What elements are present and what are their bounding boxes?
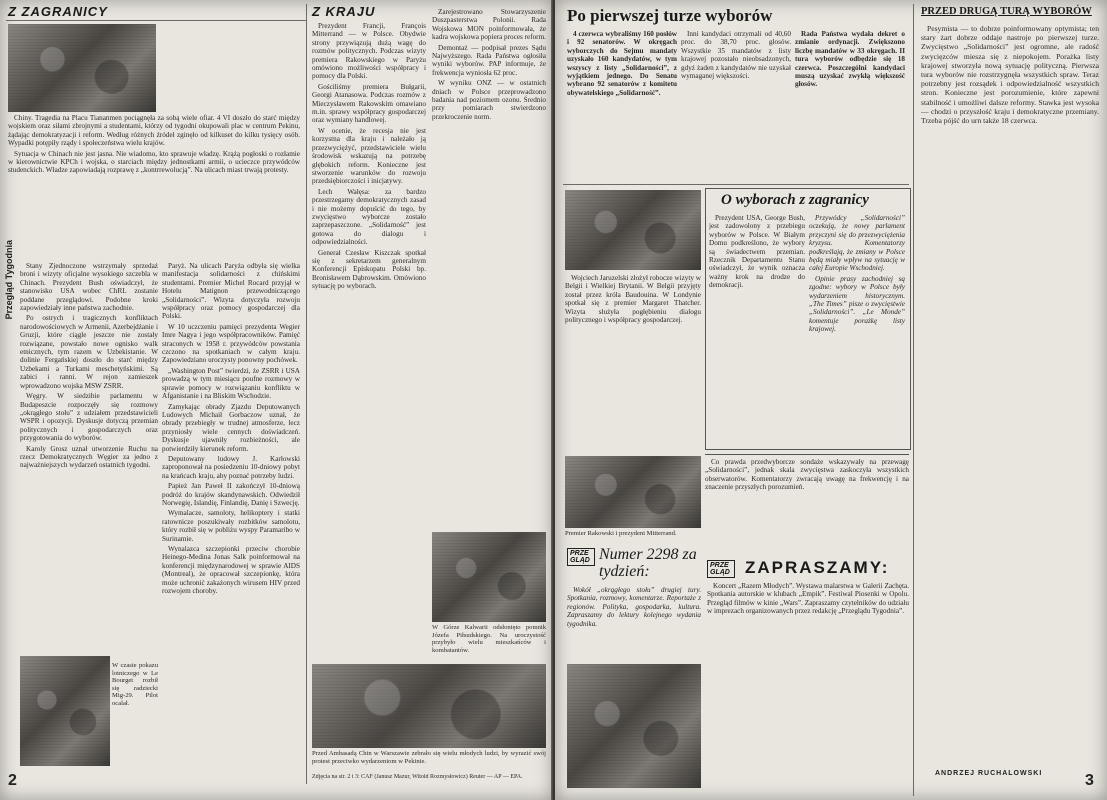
photo-caption: Przed Ambasadą Chin w Warszawie zebrało się wielu młodych ludzi, by wyrazić swój protest przeciwko wydarzeniom w Pekinie.: [312, 750, 546, 765]
side-masthead: Przegląd Tygodnia: [4, 240, 14, 320]
col4: [432, 8, 546, 528]
section-title-zagranicy: Z ZAGRANICY: [8, 4, 108, 19]
page-number-left: 2: [8, 772, 17, 789]
lead-col2: [681, 30, 791, 200]
right-page: [555, 0, 1107, 800]
section-title-kraju: Z KRAJU: [312, 4, 376, 19]
photo-caption: Premier Rakowski i prezydent Mitterrand.: [565, 530, 677, 537]
przeglad-logo: PRZE GLĄD: [567, 548, 595, 566]
article-text: Węgry. W siedzibie parlamentu w Budapeszcie rozpoczęły się rozmowy „okrągłego stołu” z udziałem przedstawicieli WSPR i opozycji. Dyskusje dotyczą przemian politycznych i gospodarczych oraz przygotowania do wyborów.: [20, 392, 158, 443]
wybory-col: [565, 274, 701, 452]
article-text: Prezydent Francji, François Mitterrand — w Polsce. Obydwie strony przywiązują dużą wagę do rozmów politycznych. Podczas wizyty premiera Rakowskiego w Paryżu omówiono możliwości współpracy i pomocy dla Polski.: [312, 22, 426, 81]
article-text: Prezydent USA, George Bush, jest zadowolony z przebiegu wyborów w Polsce. W Białym Domu podkreślono, że wybory są świadectwem przemian. Rzecznik Departamentu Stanu oświadczył, że wynik oznacza ważny krok na drodze do demokracji.: [709, 214, 805, 290]
opinion-head: PRZED DRUGĄ TURĄ WYBORÓW: [921, 6, 1092, 17]
photo-mig: [20, 656, 110, 766]
photo-premier: [565, 190, 701, 270]
photo-credits: Zdjęcia na str. 2 i 3: CAF (Janusz Mazur, Witold Rozmysłowicz) Reuter — AP — EPA.: [312, 774, 523, 780]
photo-caption: W Górze Kalwarii odsłonięto pomnik Józefa Piłsudskiego. Na uroczystość przybyło wielu mieszkańców i kombatantów.: [432, 624, 546, 654]
article-text: Inni kandydaci otrzymali od 40,60 proc. do 38,70 proc. głosów. Wszystkie 35 mandatów z listy krajowej pozostało nieobsadzonych, gdyż żaden z kandydatów nie uzyskał wymaganej większości.: [681, 30, 791, 81]
article-text: Rada Państwa wydała dekret o zmianie ordynacji. Zwiększono liczbę mandatów w 33 okręgach. II tura wyborów odbędzie się 18 czerwca. Poszczególni kandydaci muszą uzyskać zwykłą większość głosów.: [795, 30, 905, 89]
article-text: Wokół „okrągłego stołu” drugiej tury. Spotkania, rozmowy, komentarze. Reportaże z regionów. Polityka, gospodarka, kultura. Zapraszamy do lektury kolejnego wydania tygodnika.: [567, 586, 701, 628]
article-text: Przywódcy „Solidarności” oczekują, że nowy parlament przyczyni się do przezwyciężenia kryzysu. Komentatorzy podkreślają, że zmiany w Polsce będą miały wpływ na sytuację w całej Europie Wschodniej.: [809, 214, 905, 273]
article-text: Po ostrych i tragicznych konfliktach narodowościowych w Armenii, Azerbejdżanie i Gruzji, które ciągle jeszcze nie zostały rozwiązane, powstało nowe ognisko walk etnicznych, tym razem w Uzbekistanie. W dolinie Fergańskiej doszło do starć między Uzbekami a Turkami meschetyńskimi. Są zabici i ranni. W rejon zamieszek wprowadzono wojska MSW ZSRR.: [20, 314, 158, 390]
opinion-author: ANDRZEJ RUCHALOWSKI: [935, 770, 1043, 777]
zapraszamy-text: [707, 582, 909, 788]
lead-col3: [795, 30, 905, 200]
headline: Po pierwszej turze wyborów: [567, 6, 773, 25]
box-col2: [809, 214, 905, 444]
divider: [913, 4, 914, 796]
article-text: Wymalacze, samoloty, helikoptery i statki ratownicze poszukiwały rozbitków samolotu, który rozbił się w pobliżu wyspy Paramaribo w Surinamie.: [162, 509, 300, 543]
article-text: W ocenie, że recesja nie jest korzystna dla kraju i należało ją przezwyciężyć, przedstawiciele wielu środowisk wskazują na potrzebę głębokich reform. Konieczne jest stworzenie warunków do rozwoju przedsiębiorczości i inicjatywy.: [312, 126, 426, 186]
przeglad-logo: PRZE GLĄD: [707, 560, 735, 578]
article-text: Sytuacja w Chinach nie jest jasna. Nie wiadomo, kto sprawuje władzę. Krążą pogłoski o rozłamie w kierownictwie KPCh i wojska, o starciach między jednostkami armii, o ucieczce przywódców studenckich. Władze zapowiadają rozprawę z „kontrrewolucją”. Na ulicach miast trwają protesty.: [8, 149, 300, 175]
article-text: Deputowany ludowy J. Karłowski zaproponował na posiedzeniu 10-dniowy pobyt na krańcach kraju, aby poznać potrzeby ludzi.: [162, 454, 300, 480]
article-text: Wynalazca szczepionki przeciw chorobie Heinego-Medina Jonas Salk poinformował na konferencji międzynarodowej w sprawie AIDS (Montreal), że opracował szczepionkę, która może uchronić zakażonych wirusem HIV przed rozwojem choroby.: [162, 545, 300, 596]
article-text: Demontaż — podpisał prezes Sądu Najwyższego. Rada Państwa ogłosiła wyniki wyborów. PAP informuje, że frekwencja wyniosła 62 proc.: [432, 43, 546, 77]
article-text: Zamykając obrady Zjazdu Deputowanych Ludowych Michaił Gorbaczow uznał, że obrady przebiegły w trudnej atmosferze, lecz przyniosły wiele cennych doświadczeń. Dyskusje ujawniły rozbieżności, ale potwierdziły kierunek reform.: [162, 402, 300, 453]
col1: [20, 262, 158, 652]
article-text: Koncert „Razem Młodych”. Wystawa malarstwa w Galerii Zachęta. Spotkania autorskie w klubach „Empik”. Festiwal Piosenki w Opolu. Przegląd filmów w kinie „Wars”. Zapraszamy czytelników do udziału w imprezach organizowanych przez redakcję „Przeglądu Tygodnia”.: [707, 582, 909, 616]
divider: [6, 20, 306, 21]
photo-crowd: [567, 664, 701, 788]
article-text: Karoly Grosz uznał utworzenie Ruchu na rzecz Demokratycznych Węgier za jedno z najważniejszych wydarzeń ostatnich tygodni.: [20, 444, 158, 470]
opinion-col: [921, 24, 1099, 766]
left-page: [0, 0, 553, 800]
ad-text: [705, 454, 909, 558]
article-text: Stany Zjednoczone wstrzymały sprzedaż broni i wizyty oficjalne wysokiego szczebla w Chinach. Prezydent Bush oświadczył, że stanowisko USA wobec ChRL zostanie poddane przeglądowi. Podobne kroki zapowiedziały inne państwa zachodnie.: [20, 262, 158, 313]
article-lead: 4 czerwca wybraliśmy 160 posłów i 92 senatorów. W okręgach wyborczych do Sejmu mandaty uzyskało 160 kandydatów, w tym wszyscy z listy „Solidarności”, z wyjątkiem jednego. Do Senatu wybrano 92 senatorów z komitetu obywatelskiego „Solidarność”.: [567, 30, 677, 97]
article-text: Pesymista — to dobrze poinformowany optymista; ten stary żart dobrze oddaje nastroje po pierwszej turze. Zwycięstwo „Solidarności” jest ogromne, ale radość zwycięzców miesza się z niepokojem. Porażka listy krajowej stworzyła nową sytuację polityczną. Pierwsza tura wyborów nie rozstrzygnęła wszystkich spraw. Teraz potrzebny jest rozsądek i odpowiedzialność wszystkich stron. Konieczne jest porozumienie, które zapewni stabilność i umożliwi dalsze reformy. Stawka jest wysoka — chodzi o przyszłość kraju i demokratyczne przemiany. Trzeba pójść do urn także 18 czerwca.: [921, 24, 1099, 126]
photo-caption: W czasie pokazu lotniczego w Le Bourget rozbił się radziecki Mig-29. Pilot ocalał.: [112, 662, 158, 707]
photo-mitterrand: [565, 456, 701, 528]
article-text: Wojciech Jaruzelski złożył robocze wizyty w Belgii i Wielkiej Brytanii. W Belgii przyjęty został przez króla Baudouina. W Londynie spotkał się z premier Margaret Thatcher. Wizyta służyła pogłębieniu dialogu politycznego i współpracy gospodarczej.: [565, 274, 701, 325]
photo-beijing: [8, 24, 156, 112]
photo-embassy: [312, 664, 546, 748]
page-number-right: 3: [1085, 772, 1094, 789]
numer-label: Numer 2298 za tydzień:: [599, 546, 697, 580]
lead-col1: [567, 30, 677, 200]
article-text: Opinie prasy zachodniej są zgodne: wybory w Polsce były wydarzeniem historycznym. „The Times” pisze o zwycięstwie „Solidarności”. „Le Monde” komentuje porażkę listy krajowej.: [809, 274, 905, 334]
article-text: Gościliśmy premiera Bułgarii, Georgi Atanasowa. Podczas rozmów z Mieczysławem Rakowskim omawiano m.in. sprawy współpracy gospodarczej oraz wymiany handlowej.: [312, 82, 426, 125]
numer-text: [567, 586, 701, 662]
photo-kalwaria: [432, 532, 546, 622]
article-text: Zarejestrowano Stowarzyszenie Duszpasterstwa Polonii. Rada Wojskowa MON poinformowała, że kadra wojskowa popiera proces reform.: [432, 8, 546, 42]
divider: [563, 184, 909, 185]
article-text: Co prawda przedwyborcze sondaże wskazywały na przewagę „Solidarności”, jednak skala zwycięstwa zaskoczyła wszystkich obserwatorów. Komentatorzy zwracają uwagę na frekwencję i na znaczenie przyszłych porozumień.: [705, 458, 909, 492]
article-text: Generał Czesław Kiszczak spotkał się z sekretarzem generalnym Konferencji Episkopatu Polski bp. Bronisławem Dąbrowskim. Omówiono sytuację po wyborach.: [312, 248, 426, 291]
col2: [162, 262, 300, 767]
box-col1: [709, 214, 805, 444]
article-text: Papież Jan Paweł II zakończył 10-dniową podróż do krajów skandynawskich. Odwiedził Norwegię, Islandię, Finlandię, Danię i Szwecję.: [162, 482, 300, 507]
article-text: W wyniku ONZ — w ostatnich dniach w Polsce przeprowadzono badania nad poziomem ozonu. Średnio przy pomiarach stwierdzono przekroczenie norm.: [432, 79, 546, 121]
article-text: W 10 uczczeniu pamięci prezydenta Wegier Imre Nagya i jego współpracowników. Pamięć straconych w 1958 r. przywódców powstania czczono na spotkaniach w całym kraju. Zapowiedziano uroczysty ponowny pochówek.: [162, 322, 300, 365]
article-text: „Washington Post” twierdzi, że ZSRR i USA prowadzą w tym miesiącu poufne rozmowy w sprawie pomocy w rozwiązaniu konfliktu w Afganistanie i na Bliskim Wschodzie.: [162, 366, 300, 401]
article-text: Paryż. Na ulicach Paryża odbyła się wielka manifestacja solidarności z chińskimi studentami. Premier Michel Rocard przyjął w Hotelu Matignon przewodniczącego „Solidarności”. Wizyta dotyczyła rozwoju współpracy oraz pomocy gospodarczej dla Polski.: [162, 262, 300, 321]
divider: [306, 4, 307, 784]
article-text: Lech Wałęsa: za bardzo przestrzegamy demokratycznych zasad i nie możemy dopuścić do tego, by zwycięstwo wyborcze zostało zaprzepaszczone. „Solidarność” jest gotowa do dialogu i odpowiedzialności.: [312, 187, 426, 247]
box-title: O wyborach z zagranicy: [721, 192, 869, 208]
col3: [312, 22, 426, 712]
zapraszamy-title: ZAPRASZAMY:: [745, 558, 890, 577]
article-lead: Chiny. Tragedia na Placu Tiananmen pociągnęła za sobą wiele ofiar. 4 VI doszło do starć między wojskiem oraz siłami zbrojnymi a studentami, którzy od tygodni okupowali plac w centrum Pekinu, żądając demokratyzacji i reform. Według różnych źródeł zginęło od kilkuset do kilku tysięcy osób. Wypadki potępiły rządy i społeczeństwa wielu krajów.: [8, 114, 300, 148]
